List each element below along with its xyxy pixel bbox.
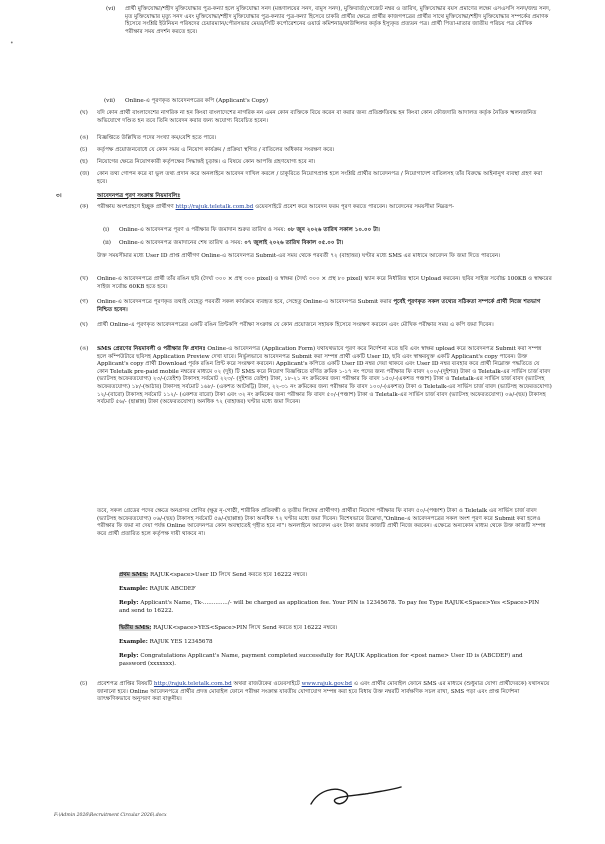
second-sms-line: দ্বিতীয় SMS: RAJUK<space>YES<Space>PIN লিখে Send করতে হবে 16222 নম্বরে। <box>119 625 338 631</box>
s3-ga-number: (গ) <box>80 299 89 305</box>
item-ja-number: (জ) <box>80 171 90 177</box>
s3-gha-number: (ঘ) <box>80 322 88 328</box>
item-cha-number: (চ) <box>80 147 88 153</box>
footer-file-path: F:\Admin 2026\Recruitment Circular 2026\.docx <box>54 813 167 818</box>
teletalk-link[interactable]: http://rajuk.teletalk.com.bd <box>175 204 254 210</box>
section-3-title: আবেদনপত্র পূরণ সংক্রান্ত নিয়মাবলিঃ <box>97 193 181 199</box>
example-2-line: Example: RAJUK YES 12345678 <box>119 639 213 645</box>
item-cha-text: কর্তৃপক্ষ প্রয়োজনবোধে যে কোন সময় এ নিয়োগ কার্যক্রম / প্রক্রিয়া স্থগিত / বাতিলের অধিকার সংরক্ষণ করে। <box>97 147 335 153</box>
item-gha-number: (ঘ) <box>80 110 88 116</box>
s3-ga-text: Online-এ আবেদনপত্রে পূরণকৃত তথ্যই যেহেতু পরবর্তী সকল কার্যক্রমে ব্যবহৃত হবে, সেহেতু Online-এ আবেদনপত্র Submit করার পূর্বেই পূরণকৃত সকল তথ্যের সঠিকতা সম্পর্কে প্রার্থী নিজে শতভাগ নিশ্চিত হবেন। <box>97 299 541 313</box>
item-umo-text: বিজ্ঞপ্তিতে উল্লিখিত পদের সংখ্যা কম/বেশি হতে পারে। <box>97 135 217 141</box>
s3-umo-paragraph-2: তবে, সকল গ্রেডের পদের ক্ষেত্রে অনগ্রসর শ্রেণির (ক্ষুদ্র নৃ-গোষ্ঠী, শারীরিক প্রতিবন্ধী ও তৃতীয় লিঙ্গের প্রার্থীগণ) প্রার্থীরা নিয়োগ পরীক্ষার ফি বাবদ ৫০/-(পঞ্চাশ) টাকা ও Teletalk এর সার্ভিস চার্জ বাবদ (ভ্যাটসহ অফেরতযোগ্য) ০৬/-(ছয়) টাকাসহ সর্বমোট ৫৬/-(ছাপ্পান্ন) টাকা অনধিক ৭২ ঘণ্টার মধ্যে জমা দিবেন। বিশেষভাবে উল্লেখ্য,"Online-এ আবেদনপত্রের সকল অংশ পূরণ করে Submit করা হলেও পরীক্ষার ফি জমা না দেয়া পর্যন্ত Online আবেদনপত্র কোন অবস্থাতেই গৃহীত হবে না"। অনলাইনে আবেদন এবং টাকা জমার কাজটি প্রার্থী নিজে করবেন। এক্ষেত্রে অন্যকোন মাধ্যম থেকে উক্ত কাজটি সম্পন্ন করে প্রার্থী প্রতারিত হলে কর্তৃপক্ষ দায়ী থাকবে না। <box>97 508 546 537</box>
section-3-number: ৩। <box>56 193 62 199</box>
sms-rules-heading: SMS প্রেরণের নিয়মাবলী ও পরীক্ষার ফি প্রদানঃ <box>97 346 206 352</box>
s3-ka-text: পরীক্ষায় অংশগ্রহণে ইচ্ছুক প্রার্থীগণ http://rajuk.teletalk.com.bd ওয়েবসাইটে প্রবেশ করে আবেদন ফরম পূরণ করতে পারবেন। আবেদনের সময়সীমা নিম্নরূপ- <box>97 204 455 210</box>
item-vii-text: Online-এ পূরণকৃত আবেদনপত্রের কপি (Applicant's Copy) <box>125 98 269 104</box>
first-sms-label: প্রথম SMS: <box>119 572 149 578</box>
s3-umo-text: SMS প্রেরণের নিয়মাবলী ও পরীক্ষার ফি প্রদানঃ Online-এ আবেদনপত্র (Application Form) যথাযথভাবে পূরণ করে নির্দেশনা মতে ছবি এবং স্বাক্ষর upload করে আবেদনপত্র Submit করা সম্পন্ন হলে কম্পিউটারে ছবিসহ Application Preview দেখা যাবে। নির্ভুলভাবে আবেদনপত্র Submit করা সম্পন্ন প্রার্থী একটি User ID, ছবি এবং স্বাক্ষরযুক্ত একটি Applicant's copy পাবেন। উক্ত Applicant's copy প্রার্থী Download পূর্বক রঙিন প্রিন্ট করে সংরক্ষণ করবেন। Applicant's কপিতে একটি User ID নম্বর দেয়া থাকবে এবং User ID নম্বর ব্যবহার করে প্রার্থী নিম্নোক্ত পদ্ধতিতে যে কোন Teletalk pre-paid mobile নম্বরের মাধ্যমে ০২ (দুই) টি SMS করে নিয়োগ বিজ্ঞপ্তিতে বর্ণিত ক্রমিক ১-১৭ নং পদের জন্য পরীক্ষার ফি বাবদ ২০০/-(দুইশত) টাকা ও Teletalk-এর সার্ভিস চার্জ বাবদ (ভ্যাটসহ অফেরতযোগ্য) ২৩/-(তেইশ) টাকাসহ সর্বমোট ২২৩/- (দুইশত তেইশ) টাকা, ১৮-২১ নং ক্রমিকের জন্য পরীক্ষার ফি বাবদ ১৫০/-(একশত পঞ্চাশ) টাকা ও Teletalk-এর সার্ভিস চার্জ বাবদ (ভ্যাটসহ অফেরতযোগ্য) ১৮/-(আঠার) টাকাসহ সর্বমোট ১৬৮/- (একশত আটষট্টি) টাকা, ২২-৩১ নং ক্রমিকের জন্য পরীক্ষার ফি বাবদ ১০০/-(একশত) টাকা ও Teletalk-এর সার্ভিস চার্জ বাবদ (ভ্যাটসহ অফেরতযোগ্য) ১২/-(বারো) টাকাসহ সর্বমোট ১১২/- (একশত বারো) টাকা এবং ৩২ নং ক্রমিকের জন্য পরীক্ষার ফি বাবদ ৫০/-(পঞ্চাশ) টাকা ও Teletalk-এর সার্ভিস চার্জ বাবদ (ভ্যাটসহ অফেরতযোগ্য) ০৬/-(ছয়) টাকাসহ সর্বমোট ৫৬/- (ছাপ্পান্ন) টাকা (অফেরতযোগ্য) অনধিক ৭২ (বাহাত্তর) ঘণ্টার মধ্যে জমা দিবেন। <box>97 346 552 406</box>
item-vi-number: (vi) <box>106 6 116 12</box>
s3-cha-number: (চ) <box>80 681 88 687</box>
item-vi-text: প্রার্থী মুক্তিযোদ্ধা/শহীদ মুক্তিযোদ্ধার পুত্র-কন্যা হলে মুক্তিযোদ্ধা সনদ (মন্ত্রণালয়ের সনদ, বামুস সনদ), মুক্তিবার্তা/গেজেট নম্বর ও তারিখ, মুক্তিযোদ্ধার বয়স প্রমাণের লক্ষ্যে এসএসসি সনদ/জন্ম সনদ, মৃত মুক্তিযোদ্ধার মৃত্যু সনদ এবং মুক্তিযোদ্ধা/শহীদ মুক্তিযোদ্ধার পুত্র-কন্যার পুত্র-কন্যা হিসেবে চাকরি প্রার্থীর ক্ষেত্রে প্রার্থীর কাজগপত্রের প্রার্থীর সাথে মুক্তিযোদ্ধা/শহীদ মুক্তিযোদ্ধার সম্পর্কের প্রমাণক হিসেবে সংশ্লিষ্ট ইউনিয়ন পরিষদের চেয়ারম্যান/পৌরসভার মেয়র/সিটি কর্পোরেশনের ওয়ার্ড কমিশনার/কাউন্সিলর কর্তৃক ইস্যুকৃত প্রত্যয়ন পত্র। প্রার্থী পিতা-মাতার জাতীয় পরিচয় পত্র মৌখিক পরীক্ষার সময় প্রদর্শন করতে হবে। <box>125 6 551 35</box>
signature-scribble <box>305 778 405 812</box>
item-chha-number: (ছ) <box>80 159 88 165</box>
s3-ka-i-text: Online-এ আবেদনপত্র পূরণ ও পরীক্ষার ফি জমাদান শুরুর তারিখ ও সময়: ০৮ জুন ২০২৬ তারিখ সকাল ১০.০০ টা। <box>119 227 380 233</box>
item-umo-number: (ঙ) <box>80 135 89 141</box>
item-chha-text: নিয়োগের ক্ষেত্রে নিয়োগকারী কর্তৃপক্ষের সিদ্ধান্তই চূড়ান্ত। এ বিষয়ে কোন আপত্তি গ্রহণযোগ্য হবে না। <box>97 159 316 165</box>
first-sms-line: প্রথম SMS: RAJUK<space>User ID লিখে Send করতে হবে 16222 নম্বরে। <box>119 572 308 578</box>
s3-kha-text: Online-এ আবেদনপত্রে প্রার্থী তাঁর রঙিন ছবি (দৈর্ঘ্য ৩০০ × প্রস্থ ৩০০ pixel) ও স্বাক্ষর (দৈর্ঘ্য ৩০০ × প্রস্থ ৮০ pixel) স্ক্যান করে নির্ধারিত স্থানে Upload করবেন। ছবির সাইজ সর্বোচ্চ 100KB ও স্বাক্ষরের সাইজ সর্বোচ্চ 60KB হতে হবে। <box>97 276 552 290</box>
s3-ka-ii-text: Online-এ আবেদনপত্র জমাদানের শেষ তারিখ ও সময়: ০৭ জুলাই ২০২৬ তারিখ বিকাল ০৫.০০ টা। <box>119 240 344 246</box>
s3-ka-number: (ক) <box>80 204 89 210</box>
teletalk-link-2[interactable]: http://rajuk.teletalk.com.bd <box>153 681 232 687</box>
s3-ka-ii-number: (ii) <box>103 240 111 246</box>
s3-ka-i-number: (i) <box>103 227 110 233</box>
margin-mark: • <box>10 40 14 47</box>
reply-1-line: Reply: Applicant's Name, Tk-............../- will be charged as application fee. Your PIN is 12345678. To pay fee Type RAJUK<Space>Yes <Space>PIN and send to 16222. <box>119 600 540 614</box>
second-sms-label: দ্বিতীয় SMS: <box>119 625 152 631</box>
item-vii-number: (vii) <box>104 98 116 104</box>
s3-umo-number: (ঙ) <box>80 346 89 352</box>
rajuk-website-link[interactable]: www.rajuk.gov.bd <box>301 681 353 687</box>
s3-kha-number: (খ) <box>80 276 89 282</box>
s3-gha-text: প্রার্থী Online-এ পূরণকৃত আবেদনপত্রের একটি রঙিন প্রিন্টকপি পরীক্ষা সংক্রান্ত যে কোন প্রয়োজনে সহায়ক হিসেবে সংরক্ষণ করবেন এবং মৌখিক পরীক্ষার সময় এ কপি জমা দিবেন। <box>97 322 494 328</box>
item-ja-text: কোন তথ্য গোপন করে বা ভুল তথ্য প্রদান করে অনলাইনে আবেদন দাখিল করলে / চাকুরিতে নিয়োগপ্রাপ্ত হলে সংশ্লিষ্ট প্রার্থীর আবেদনপত্র / নিয়োগাদেশ বাতিলসহ তাঁর বিরুদ্ধে আইনানুগ ব্যবস্থা গ্রহণ করা হবে। <box>97 171 543 185</box>
example-1-line: Example: RAJUK ABCDEF <box>119 586 196 592</box>
reply-2-line: Reply: Congratulations Applicant's Name, payment completed successfully for RAJUK Application for <post name> User ID is (ABCDEF) and password (xxxxxxx). <box>119 653 523 667</box>
s3-cha-text: প্রবেশপত্র প্রাপ্তির বিষয়টি http://rajuk.teletalk.com.bd অথবা রাজউকের ওয়েবসাইটে www.rajuk.gov.bd এ এবং প্রার্থীর মোবাইল ফোনে SMS এর মাধ্যমে (শুধুমাত্র যোগ্য প্রার্থীদেরকে) যথাসময়ে জানানো হবে। Online আবেদনপত্রে প্রার্থীর প্রদত্ত মোবাইল ফোনে পরীক্ষা সংক্রান্ত যাবতীয় যোগাযোগ সম্পন্ন করা হবে বিধায় উক্ত নম্বরটি সার্বক্ষণিক সচল রাখা, SMS পড়া এবং প্রাপ্ত নির্দেশনা তাৎক্ষণিকভাবে অনুসরণ করা বাঞ্ছনীয়। <box>97 681 550 703</box>
item-gha-text: যদি কোন প্রার্থী বাংলাদেশের নাগরিক না হন কিংবা বাংলাদেশের নাগরিক নন এমন কোন ব্যক্তিকে বিয়ে করেন বা করার জন্য প্রতিশ্রুতিবদ্ধ হন কিংবা কোন ফৌজদারি আদালত কর্তৃক নৈতিক স্খলনজনিত অভিযোগে দণ্ডিত হন তবে তিনি আবেদন করার জন্য অযোগ্য বিবেচিত হবেন। <box>97 110 537 124</box>
s3-ka-note: উক্ত সময়সীমার মধ্যে User ID প্রাপ্ত প্রার্থীগণ Online-এ আবেদনপত্র Submit-এর সময় থেকে পরবর্তী ৭২ (বাহাত্তর) ঘণ্টার মধ্যে SMS এর মাধ্যমে আবেদন ফি জমা দিতে পারবেন। <box>97 253 501 259</box>
